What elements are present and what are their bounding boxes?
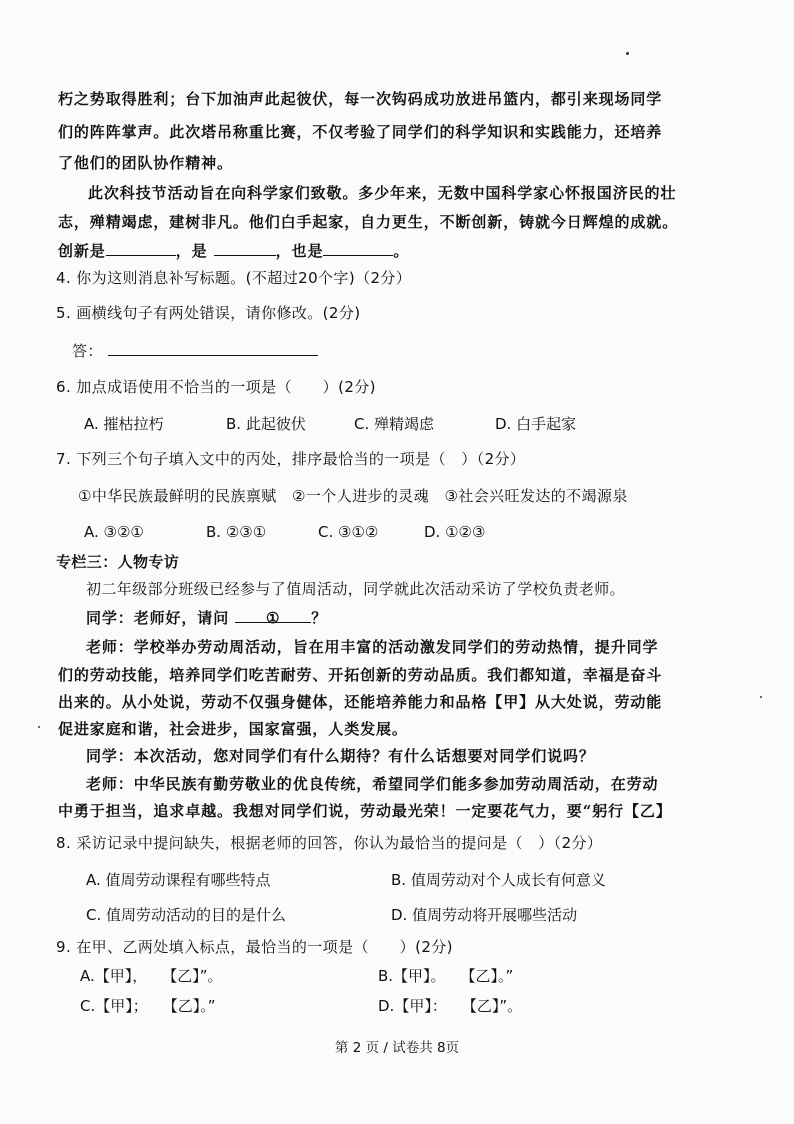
interview-teacher-1-line-4: 促进家庭和谐，社会进步，国家富强，人类发展。	[58, 720, 408, 738]
blank-1[interactable]	[106, 241, 176, 256]
q7-option-b[interactable]: B. ②③①	[206, 523, 267, 541]
passage-line-6-part-d: 。	[393, 242, 410, 260]
passage-line-6-part-c: ，也是	[275, 242, 324, 260]
blank-3[interactable]	[323, 241, 393, 256]
interview-teacher-1-line-3: 出来的。从小处说，劳动不仅强身健体，还能培养能力和品格【甲】从大处说，劳动能	[58, 693, 663, 711]
q6-option-c[interactable]: C. 殚精竭虑	[354, 415, 435, 433]
question-7: 7. 下列三个句子填入文中的丙处，排序最恰当的一项是（ ）（2分）	[56, 450, 526, 468]
q5-answer-row	[72, 341, 318, 361]
student-1-end: ？	[311, 609, 328, 627]
question-8: 8. 采访记录中提问缺失，根据老师的回答，你认为最恰当的提问是（ ）（2分）	[56, 834, 603, 852]
passage-line-4: 此次科技节活动旨在向科学家们致敬。多少年来，无数中国科学家心怀报国济民的壮	[88, 184, 677, 202]
q7-option-d[interactable]: D. ①②③	[424, 523, 486, 541]
interview-student-2: 同学：本次活动，您对同学们有什么期待？有什么话想要对同学们说吗？	[86, 747, 595, 765]
q7-sentences: ①中华民族最鲜明的民族禀赋 ②一个人进步的灵魂 ③社会兴旺发达的不竭源泉	[78, 487, 628, 505]
passage-line-6-part-b: ，是	[175, 242, 208, 260]
q8-option-a[interactable]: A. 值周劳动课程有哪些特点	[86, 871, 271, 889]
q8-option-b[interactable]: B. 值周劳动对个人成长有何意义	[391, 871, 606, 889]
q6-option-b[interactable]: B. 此起彼伏	[226, 415, 306, 433]
student-1-text: 同学：老师好，请问	[86, 609, 230, 627]
question-6: 6. 加点成语使用不恰当的一项是（ ）(2分)	[56, 378, 376, 396]
passage-line-6	[58, 241, 409, 261]
q9-option-c[interactable]: C.【甲】； 【乙】。”	[80, 997, 216, 1015]
scan-speck	[626, 52, 629, 55]
blank-2[interactable]	[214, 241, 276, 256]
passage-line-1: 朽之势取得胜利；台下加油声此起彼伏，每一次钩码成功放进吊篮内，都引来现场同学	[58, 90, 663, 108]
question-9: 9. 在甲、乙两处填入标点，最恰当的一项是（ ）(2分)	[56, 938, 453, 956]
question-4: 4. 你为这则消息补写标题。(不超过20个字)（2分）	[56, 269, 412, 287]
q7-option-c[interactable]: C. ③①②	[318, 523, 379, 541]
question-5: 5. 画横线句子有两处错误，请你修改。(2分)	[56, 304, 361, 322]
q6-option-d[interactable]: D. 白手起家	[495, 415, 577, 433]
q9-option-b[interactable]: B.【甲】。 【乙】。”	[378, 967, 514, 985]
passage-line-2: 们的阵阵掌声。此次塔吊称重比赛，不仅考验了同学们的科学知识和实践能力，还培养	[58, 123, 663, 141]
section-3-intro: 初二年级部分班级已经参与了值周活动，同学就此次活动采访了学校负责老师。	[86, 580, 626, 598]
q5-answer-blank[interactable]	[108, 341, 318, 356]
q8-option-c[interactable]: C. 值周劳动活动的目的是什么	[86, 906, 287, 924]
passage-line-6-part-a: 创新是	[58, 242, 106, 260]
scan-speck	[760, 696, 762, 698]
interview-teacher-1-line-1: 老师：学校举办劳动周活动，旨在用丰富的活动激发同学们的劳动热情，提升同学	[86, 638, 659, 656]
page-footer: 第 2 页 / 试卷共 8页	[334, 1040, 460, 1056]
scan-speck	[38, 726, 40, 728]
interview-teacher-1-line-2: 们的劳动技能，培养同学们吃苦耐劳、开拓创新的劳动品质。我们都知道，幸福是奋斗	[58, 666, 663, 684]
q6-option-a[interactable]: A. 摧枯拉朽	[84, 415, 164, 433]
q9-option-a[interactable]: A.【甲】， 【乙】”。	[80, 967, 223, 985]
passage-line-3: 了他们的团队协作精神。	[58, 154, 233, 172]
q8-option-d[interactable]: D. 值周劳动将开展哪些活动	[391, 906, 578, 924]
interview-teacher-2-line-2: 中勇于担当，追求卓越。我想对同学们说，劳动最光荣！一定要花气力，要“躬行【乙】	[58, 802, 672, 820]
interview-student-1	[86, 608, 327, 628]
q9-option-d[interactable]: D.【甲】： 【乙】”。	[378, 997, 523, 1015]
interview-teacher-2-line-1: 老师：中华民族有勤劳敬业的优良传统，希望同学们能多参加劳动周活动，在劳动	[86, 775, 659, 793]
q5-answer-label: 答：	[72, 342, 103, 360]
section-3-title: 专栏三：人物专访	[56, 553, 180, 571]
blank-1-marker: ①	[266, 609, 281, 627]
blank-1-question[interactable]	[235, 608, 311, 627]
q7-option-a[interactable]: A. ③②①	[84, 523, 144, 541]
passage-line-5: 志，殚精竭虑，建树非凡。他们白手起家，自力更生，不断创新，铸就今日辉煌的成就。	[58, 213, 679, 231]
